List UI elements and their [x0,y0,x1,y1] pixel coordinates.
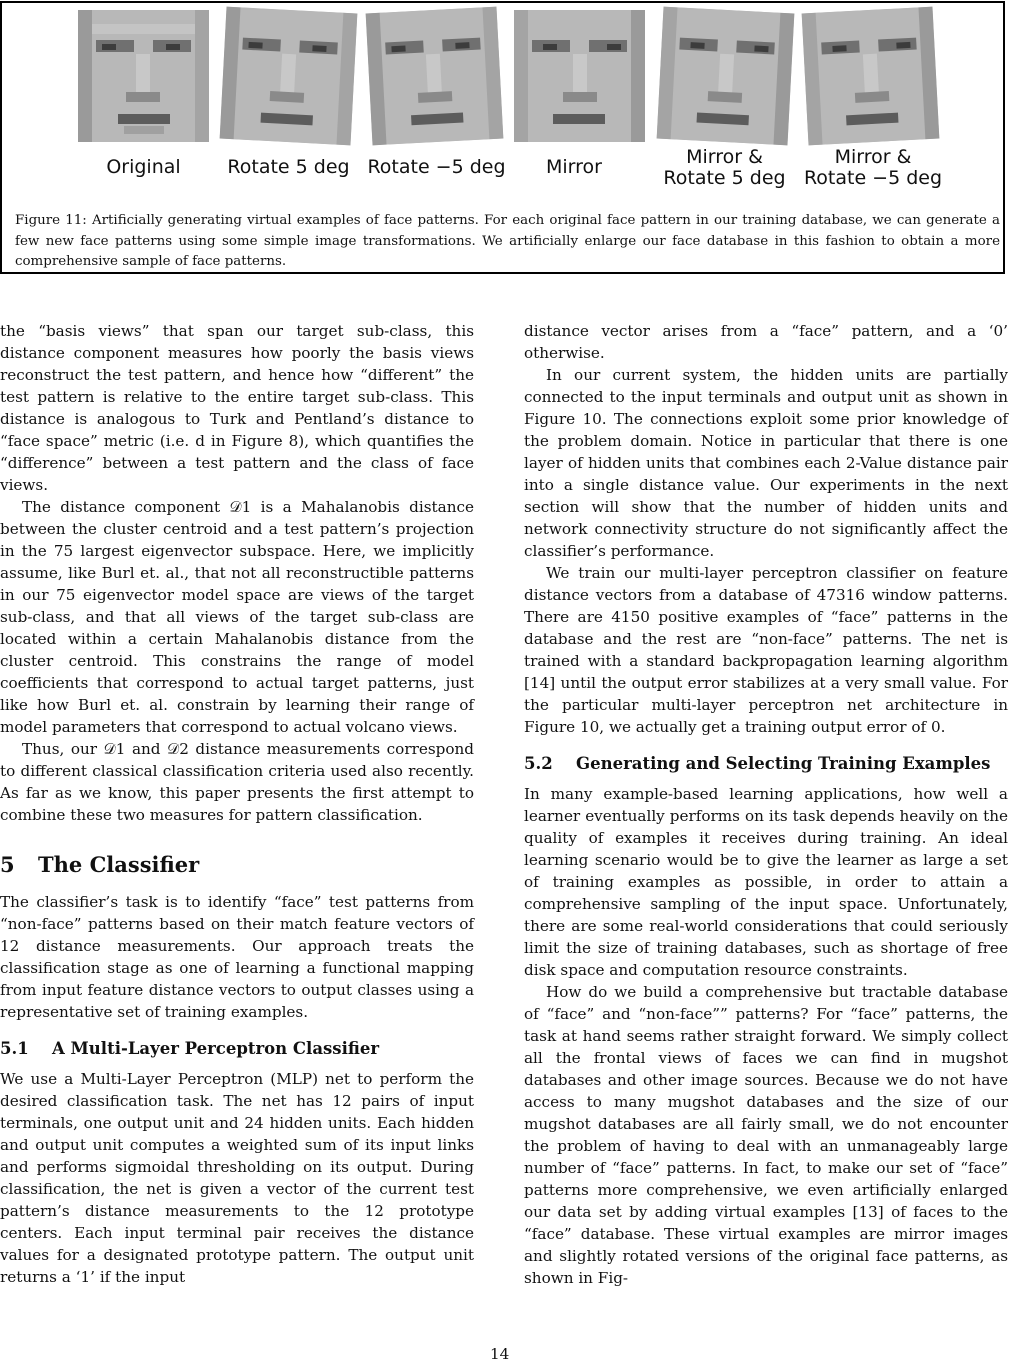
label-mirror-text: Mirror [546,156,602,178]
face-original-image [78,10,209,142]
section-heading [0,852,474,878]
figure-11 [0,1,1005,274]
label-mirror-rotate-5 [652,147,797,189]
paragraph: The distance component 𝒟1 is a Mahalanobis distance between the cluster centroid and a test pattern’s projection in the 75 largest eigenvector subspace. Here, we implicitly assume, like Burl et. al., that not all reconstructible patterns in our 75 eigenvector model space are views of the target sub-class, and that all views of the target sub-class are located within a certain Mahalanobis distance from the cluster centroid. This constrains the range of model coefficients that correspond to actual target patterns, just like how Burl et. al. constrain by learning their range of model parameters that correspond to actual volcano views. [0,498,474,736]
subsection-title: A Multi-Layer Perceptron Classifier [52,1039,380,1058]
face-icon [366,7,504,146]
paragraph: distance vector arises from a “face” pattern, and a ‘0’ otherwise. [524,322,1008,362]
paragraph: the “basis views” that span our target sub-class, this distance component measures how poorly the basis views reconstruct the test pattern, and hence how “different” the test pattern is relative to the entire target sub-class. This distance is analogous to Turk and Pentland’s distance to “face space” metric (i.e. d in Figure 8), which quantifies the “difference” between a test pattern and the class of face views. [0,322,474,494]
face-icon [802,7,940,146]
paragraph: In many example-based learning applications, how well a learner eventually performs on its task depends heavily on the quality of examples it receives during training. An ideal learning scenario would be to give the learner as large a set of training examples as possible, in order to attain a comprehensive sampling of the input space. Unfortunately, there are some real-world considerations that could seriously limit the size of training databases, such as shortage of free disk space and computation resource constraints. [524,785,1008,979]
face-rotate-5-image [220,7,358,146]
face-icon [514,10,645,142]
face-icon [220,7,358,146]
label-mirror-rotate-minus-5 [798,147,948,189]
subsection-heading [0,1038,474,1059]
face-icon [657,7,795,146]
face-mirror-image [514,10,645,142]
label-rotate-5-text: Rotate 5 deg [227,156,350,178]
label-rotate-5 [216,157,361,178]
left-column [0,320,474,1288]
label-original-text: Original [106,156,181,178]
face-rotate-minus-5-image [366,7,504,146]
subsection-number: 5.2 [524,754,553,773]
subsection-title: Generating and Selecting Training Examples [576,754,991,773]
label-rotate-minus-5 [364,157,509,178]
paragraph: In our current system, the hidden units are partially connected to the input terminals and output unit as shown in Figure 10. The connections exploit some prior knowledge of the problem domain. Notice in particular that there is one layer of hidden units that combines each 2-Value distance pair into a single distance value. Our experiments in the next section will show that the number of hidden units and network connectivity structure do not significantly affect the classifier’s performance. [524,366,1008,560]
paragraph: We use a Multi-Layer Perceptron (MLP) net to perform the desired classification task. The net has 12 pairs of input terminals, one output unit and 24 hidden units. Each hidden and output unit computes a weighted sum of its input links and performs sigmoidal thresholding on its output. During classification, the net is given a vector of the current test pattern’s distance measurements to the 12 prototype centers. Each input terminal pair receives the distance values for a designated prototype pattern. The output unit returns a ‘1’ if the input [0,1070,474,1286]
section-title: The Classifier [38,852,200,877]
label-mirror-rotate-5-line2: Rotate 5 deg [663,167,786,189]
paragraph: Thus, our 𝒟1 and 𝒟2 distance measurements correspond to different classical classification criteria used also recently. As far as we know, this paper presents the first attempt to combine these two measures for pattern classification. [0,740,474,824]
page-number: 14 [490,1345,510,1363]
right-column [524,320,1008,1289]
label-original [78,157,209,178]
subsection-number: 5.1 [0,1039,29,1058]
subsection-heading [524,753,1008,774]
label-mirror-rotate-minus-5-line2: Rotate −5 deg [803,167,943,189]
paragraph: We train our multi-layer perceptron classifier on feature distance vectors from a database of 47316 window patterns. There are 4150 positive examples of “face” patterns in the database and the rest are “non-face” patterns. The net is trained with a standard backpropagation learning algorithm [14] until the output error stabilizes at a very small value. For the particular multi-layer perceptron net architecture in Figure 10, we actually get a training output error of 0. [524,564,1008,736]
label-mirror [514,157,634,178]
label-rotate-minus-5-text: Rotate −5 deg [367,156,506,178]
face-mirror-rotate-minus-5-image [802,7,940,146]
label-mirror-rotate-minus-5-line1: Mirror & [834,146,912,168]
face-mirror-rotate-5-image [657,7,795,146]
paragraph: How do we build a comprehensive but tractable database of “face” and “non-face”” patterns? For “face” patterns, the task at hand seems rather straight forward. We simply collect all the frontal views of faces we can find in mugshot databases and other image sources. Because we do not have access to many mugshot databases and the size of our mugshot databases are all fairly small, we do not encounter the problem of having to deal with an unmanageably large number of “face” patterns. In fact, to make our set of “face” patterns more comprehensive, we even artificially enlarged our data set by adding virtual examples [13] of faces to the “face” database. These virtual examples are mirror images and slightly rotated versions of the original face patterns, as shown in Fig- [524,983,1008,1287]
label-mirror-rotate-5-line1: Mirror & [686,146,763,168]
face-icon [78,10,209,142]
figure-caption: Figure 11: Artificially generating virtual examples of face patterns. For each original face pattern in our training database, we can generate a few new face patterns using some simple image transformations. We artificially enlarge our face database in this fashion to obtain a more comprehensive sample of face patterns. [15,213,1000,269]
paragraph: The classifier’s task is to identify “face” test patterns from “non-face” patterns based on their match feature vectors of 12 distance measurements. Our approach treats the classification stage as one of learning a functional mapping from input feature distance vectors to output classes using a representative set of training examples. [0,893,474,1021]
section-number: 5 [0,852,15,877]
